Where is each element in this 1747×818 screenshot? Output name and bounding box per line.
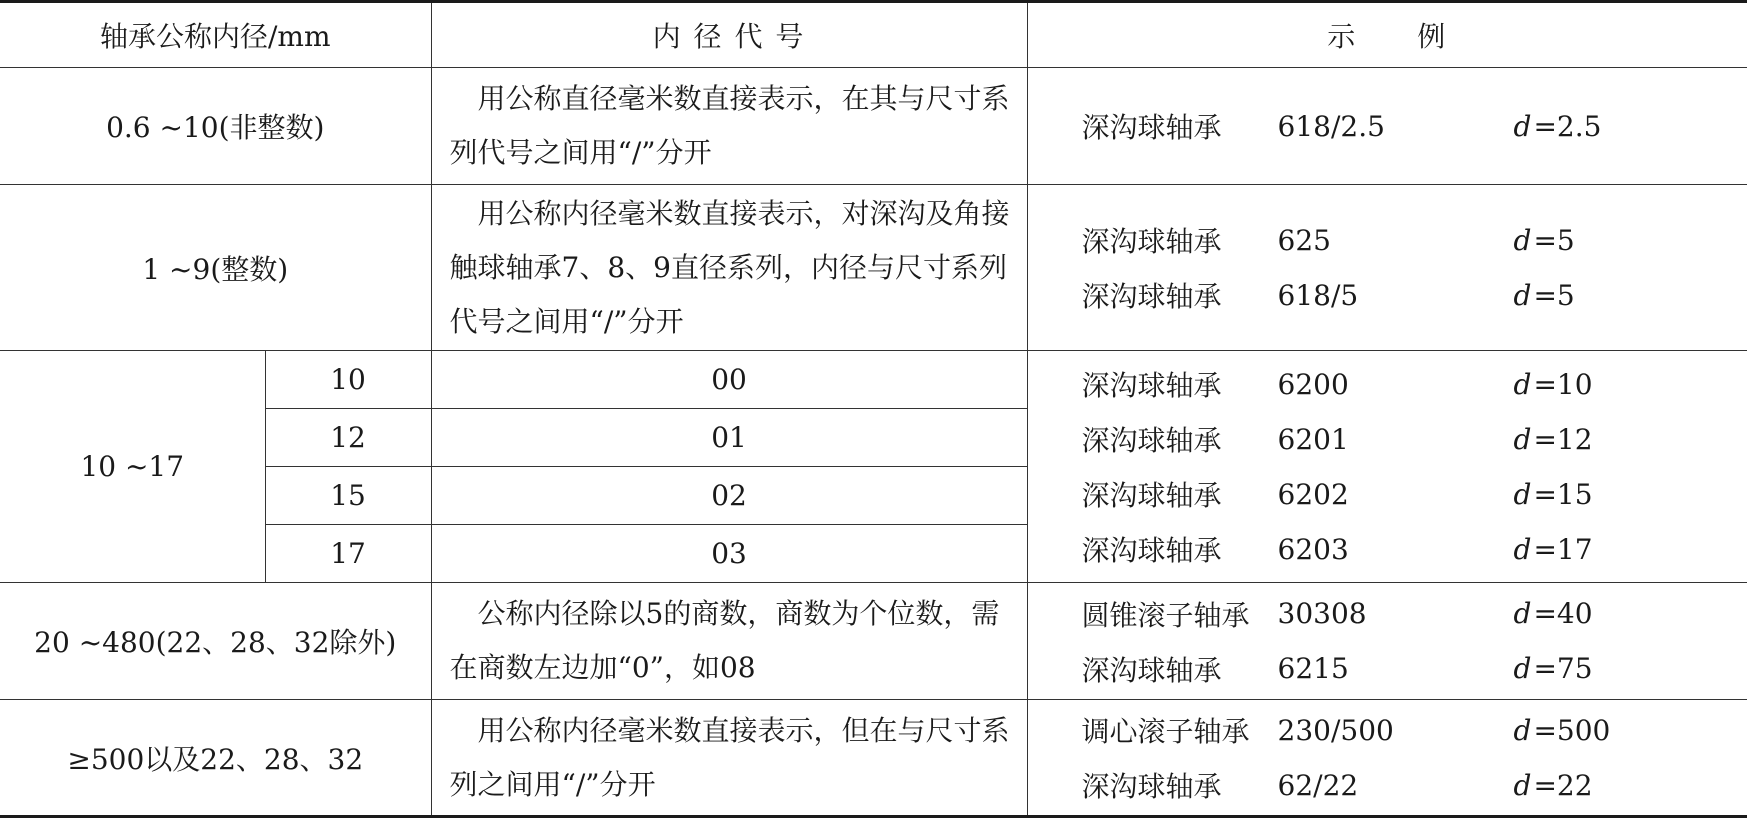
d-value: =10 <box>1533 367 1593 401</box>
bore-range-cell: 10 ~17 <box>0 351 265 583</box>
d-value: =5 <box>1533 278 1575 312</box>
example-line <box>1082 758 1747 813</box>
bearing-code: 230/500 <box>1277 713 1394 747</box>
sub-code-cell: 02 <box>431 467 1027 525</box>
example-line <box>1082 357 1747 412</box>
bearing-name: 深沟球轴承 <box>1081 369 1222 402</box>
d-value: =12 <box>1533 422 1593 456</box>
bore-code-description <box>431 68 1027 185</box>
table-row <box>0 583 1747 700</box>
bearing-code: 6201 <box>1277 422 1349 456</box>
example-cell <box>1027 583 1747 700</box>
example-line <box>1082 586 1747 641</box>
bore-value <box>1514 533 1593 566</box>
d-symbol: d <box>1513 367 1532 401</box>
bearing-name: 深沟球轴承 <box>1081 479 1222 512</box>
sub-diameter-cell: 17 <box>265 525 431 583</box>
sub-diameter-cell: 10 <box>265 351 431 409</box>
bore-value <box>1514 279 1575 312</box>
bore-value <box>1514 224 1575 257</box>
bearing-name: 深沟球轴承 <box>1081 111 1222 144</box>
d-value: =2.5 <box>1533 109 1602 143</box>
example-cell <box>1027 185 1747 351</box>
sub-code-cell: 00 <box>431 351 1027 409</box>
bearing-name: 深沟球轴承 <box>1081 280 1222 313</box>
bore-value <box>1514 423 1593 456</box>
d-symbol: d <box>1513 422 1532 456</box>
d-value: =22 <box>1533 768 1593 802</box>
bore-range-cell: 1 ~9(整数) <box>0 185 431 351</box>
table-row <box>0 68 1747 185</box>
bore-value <box>1514 652 1593 685</box>
d-symbol: d <box>1513 652 1532 685</box>
header-bore-code: 内 径 代 号 <box>431 2 1027 68</box>
d-value: =500 <box>1533 713 1611 747</box>
header-bore-diameter: 轴承公称内径/mm <box>0 2 431 68</box>
bore-value <box>1514 368 1593 401</box>
example-cell <box>1027 68 1747 185</box>
bearing-code: 6203 <box>1277 532 1349 566</box>
bore-value <box>1514 478 1593 511</box>
bearing-name: 深沟球轴承 <box>1081 653 1222 687</box>
d-symbol: d <box>1513 477 1532 511</box>
bore-value <box>1514 110 1602 143</box>
bore-value <box>1514 597 1593 630</box>
bore-code-description <box>431 185 1027 351</box>
table-row <box>0 700 1747 817</box>
sub-code-cell: 03 <box>431 525 1027 583</box>
bearing-code: 30308 <box>1277 597 1367 630</box>
d-value: =75 <box>1533 652 1593 685</box>
example-line <box>1082 522 1747 577</box>
bore-range-cell: ≥500以及22、28、32 <box>0 700 431 817</box>
example-cell <box>1027 351 1747 583</box>
bearing-code: 618/5 <box>1277 278 1359 312</box>
bore-range-cell: 20 ~480(22、28、32除外) <box>0 583 431 700</box>
sub-diameter-cell: 12 <box>265 409 431 467</box>
example-line <box>1082 268 1747 323</box>
bearing-code: 625 <box>1277 223 1331 257</box>
bore-code-text: 用公称直径毫米数直接表示，在其与尺寸系列代号之间用“/”分开 <box>449 82 1010 169</box>
example-cell <box>1027 700 1747 817</box>
bore-code-text: 用公称内径毫米数直接表示，但在与尺寸系列之间用“/”分开 <box>449 713 1010 801</box>
bore-code-description <box>431 583 1027 700</box>
d-value: =5 <box>1533 223 1575 257</box>
bore-code-description <box>431 700 1027 817</box>
d-symbol: d <box>1513 223 1532 257</box>
bearing-name: 深沟球轴承 <box>1081 424 1222 457</box>
bore-value <box>1514 769 1593 802</box>
example-line <box>1082 99 1747 154</box>
bearing-name: 圆锥滚子轴承 <box>1081 598 1250 632</box>
d-symbol: d <box>1513 768 1532 802</box>
d-symbol: d <box>1513 532 1532 566</box>
example-line <box>1082 412 1747 467</box>
bearing-code: 6202 <box>1277 477 1349 511</box>
example-line <box>1082 703 1747 758</box>
bore-code-text: 公称内径除以5的商数，商数为个位数，需在商数左边加“0”，如08 <box>449 597 1000 684</box>
example-line <box>1082 213 1747 268</box>
d-symbol: d <box>1513 278 1532 312</box>
sub-code-cell: 01 <box>431 409 1027 467</box>
example-line <box>1082 641 1747 696</box>
d-value: =17 <box>1533 532 1593 566</box>
table-row <box>0 185 1747 351</box>
bearing-code: 618/2.5 <box>1277 109 1385 143</box>
d-symbol: d <box>1513 713 1532 747</box>
bore-range-cell: 0.6 ~10(非整数) <box>0 68 431 185</box>
d-value: =15 <box>1533 477 1593 511</box>
bore-value <box>1514 714 1611 747</box>
bore-code-text: 用公称内径毫米数直接表示，对深沟及角接触球轴承7、8、9直径系列，内径与尺寸系列代号之间用“/”分开 <box>449 196 1010 338</box>
bearing-name: 深沟球轴承 <box>1081 770 1222 803</box>
d-symbol: d <box>1513 109 1532 143</box>
header-example: 示 例 <box>1027 2 1747 68</box>
example-line <box>1082 467 1747 522</box>
bearing-code: 62/22 <box>1277 768 1359 802</box>
d-symbol: d <box>1513 597 1532 630</box>
sub-diameter-cell: 15 <box>265 467 431 525</box>
bearing-code: 6215 <box>1277 652 1349 685</box>
bearing-name: 深沟球轴承 <box>1081 225 1222 258</box>
d-value: =40 <box>1533 597 1593 630</box>
table-header-row <box>0 2 1747 68</box>
bearing-name: 深沟球轴承 <box>1081 534 1222 567</box>
bearing-code: 6200 <box>1277 367 1349 401</box>
bearing-name: 调心滚子轴承 <box>1081 715 1250 748</box>
table-row <box>0 351 1747 409</box>
